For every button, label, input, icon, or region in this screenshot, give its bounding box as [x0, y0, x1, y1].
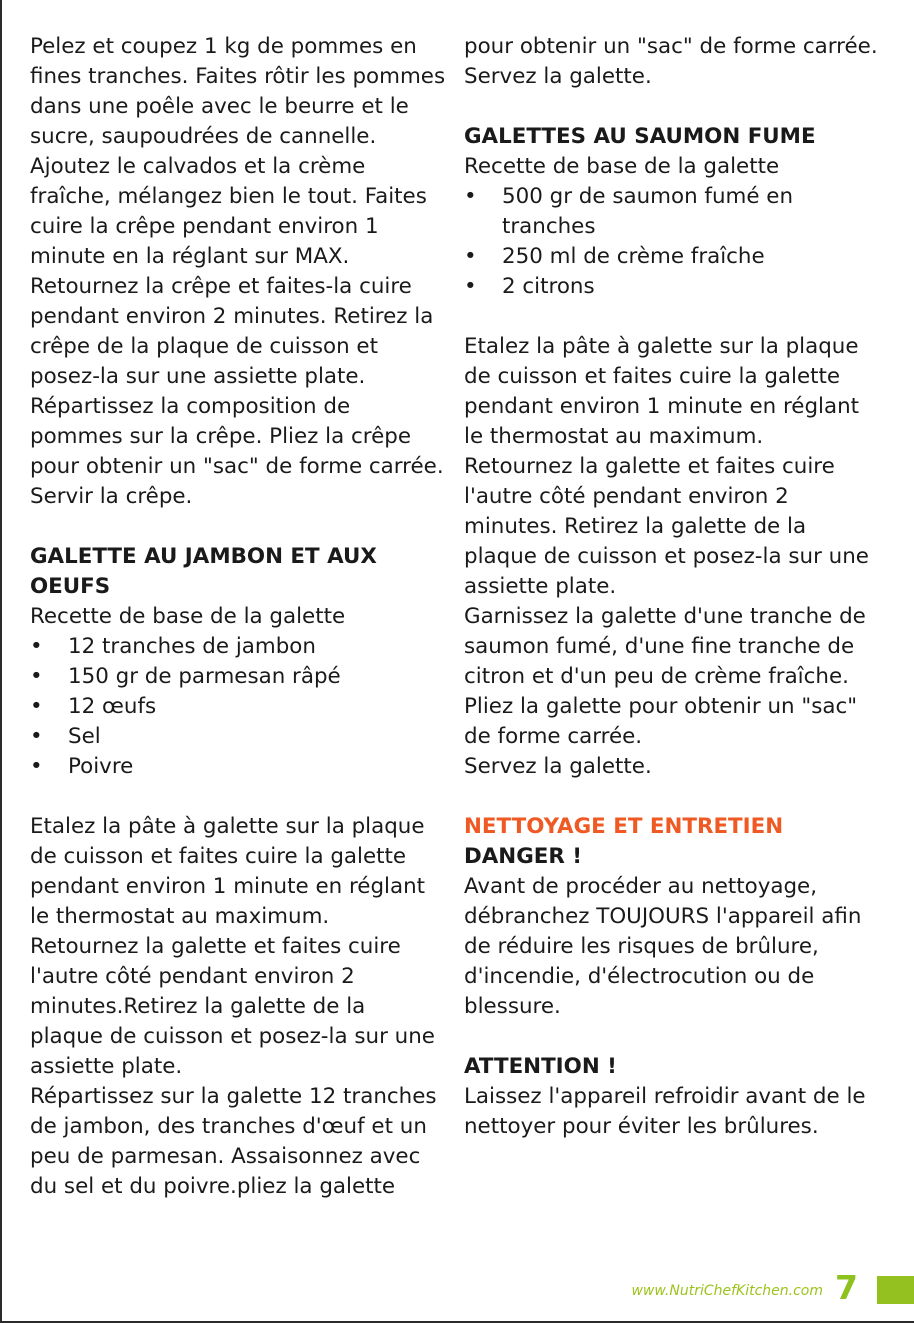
spacer	[30, 782, 450, 812]
text-line: Retournez la galette et faites cuire	[30, 934, 401, 959]
text-line: posez-la sur une assiette plate.	[30, 364, 366, 389]
left-column	[30, 32, 450, 1202]
text-line: du sel et du poivre.pliez la galette	[30, 1174, 396, 1199]
bullet-icon: •	[464, 274, 477, 299]
text-line: Avant de procéder au nettoyage,	[464, 874, 818, 899]
ham-base-recipe: Recette de base de la galette	[30, 604, 346, 629]
salmon-base-recipe: Recette de base de la galette	[464, 154, 780, 179]
text-line: Retournez la crêpe et faites-la cuire	[30, 274, 412, 299]
list-item: • Poivre	[30, 752, 450, 782]
text-line: fines tranches. Faites rôtir les pommes	[30, 64, 446, 89]
list-item: • 12 œufs	[30, 692, 450, 722]
text-line: sucre, saupoudrées de cannelle.	[30, 124, 377, 149]
spacer	[30, 512, 450, 542]
text-line: Pliez la galette pour obtenir un "sac"	[464, 694, 858, 719]
text-line: blessure.	[464, 994, 561, 1019]
text-line: assiette plate.	[30, 1054, 183, 1079]
bullet-icon: •	[30, 724, 43, 749]
text-line: l'autre côté pendant environ 2	[30, 964, 355, 989]
text-line: Etalez la pâte à galette sur la plaque	[464, 334, 859, 359]
cleaning-section-heading: NETTOYAGE ET ENTRETIEN	[464, 814, 784, 839]
text-line: plaque de cuisson et posez-la sur une	[464, 544, 869, 569]
text-line: pour obtenir un "sac" de forme carrée.	[464, 34, 878, 59]
text-line: pendant environ 1 minute en réglant	[464, 394, 860, 419]
salmon-recipe-heading: GALETTES AU SAUMON FUME	[464, 124, 816, 149]
danger-heading: DANGER !	[464, 844, 583, 869]
text-line: de réduire les risques de brûlure,	[464, 934, 819, 959]
text-line: le thermostat au maximum.	[30, 904, 330, 929]
text-line: minutes.Retirez la galette de la	[30, 994, 366, 1019]
text-line: pour obtenir un "sac" de forme carrée.	[30, 454, 444, 479]
list-item: • 2 citrons	[464, 272, 904, 302]
text-line: Garnissez la galette d'une tranche de	[464, 604, 866, 629]
text-line: pommes sur la crêpe. Pliez la crêpe	[30, 424, 411, 449]
text-line: dans une poêle avec le beurre et le	[30, 94, 409, 119]
ham-recipe-heading: GALETTE AU JAMBON ET AUX	[30, 544, 377, 569]
text-line: Pelez et coupez 1 kg de pommes en	[30, 34, 417, 59]
text-line: de jambon, des tranches d'œuf et un	[30, 1114, 427, 1139]
salmon-ingredient-list	[464, 182, 904, 302]
page-border-left	[0, 0, 2, 1323]
attention-warning-text	[464, 1082, 904, 1142]
list-item: • 500 gr de saumon fumé en	[464, 182, 904, 212]
text-line: de cuisson et faites cuire la galette	[30, 844, 407, 869]
list-item: • Sel	[30, 722, 450, 752]
ham-ingredient-list	[30, 632, 450, 782]
page-number: 7	[835, 1268, 858, 1307]
spacer	[464, 302, 904, 332]
list-item: • 250 ml de crème fraîche	[464, 242, 904, 272]
ham-recipe-steps	[30, 812, 450, 1202]
danger-warning-text	[464, 872, 904, 1022]
footer-website-link[interactable]: www.NutriChefKitchen.com	[631, 1283, 823, 1299]
page-tab-marker	[877, 1276, 914, 1304]
bullet-icon: •	[30, 634, 43, 659]
text-line: Servez la galette.	[464, 64, 652, 89]
text-line: pendant environ 1 minute en réglant	[30, 874, 426, 899]
bullet-icon: •	[30, 694, 43, 719]
list-item: • 150 gr de parmesan râpé	[30, 662, 450, 692]
text-line: Laissez l'appareil refroidir avant de le	[464, 1084, 866, 1109]
text-line: Répartissez la composition de	[30, 394, 351, 419]
text-line: Ajoutez le calvados et la crème	[30, 154, 366, 179]
spacer	[464, 92, 904, 122]
spacer	[464, 1022, 904, 1052]
text-line: pendant environ 2 minutes. Retirez la	[30, 304, 434, 329]
text-line: crêpe de la plaque de cuisson et	[30, 334, 378, 359]
text-line: Retournez la galette et faites cuire	[464, 454, 835, 479]
text-line: cuire la crêpe pendant environ 1	[30, 214, 379, 239]
text-line: minutes. Retirez la galette de la	[464, 514, 807, 539]
text-line: citron et d'un peu de crème fraîche.	[464, 664, 849, 689]
list-item: • 12 tranches de jambon	[30, 632, 450, 662]
text-line: Servir la crêpe.	[30, 484, 193, 509]
bullet-icon: •	[30, 754, 43, 779]
text-line: plaque de cuisson et posez-la sur une	[30, 1024, 435, 1049]
text-line: assiette plate.	[464, 574, 617, 599]
text-line: fraîche, mélangez bien le tout. Faites	[30, 184, 427, 209]
text-line: Répartissez sur la galette 12 tranches	[30, 1084, 437, 1109]
text-line: saumon fumé, d'une fine tranche de	[464, 634, 855, 659]
text-line: nettoyer pour éviter les brûlures.	[464, 1114, 819, 1139]
bullet-icon: •	[464, 244, 477, 269]
spacer	[464, 782, 904, 812]
right-column	[464, 32, 904, 1142]
text-line: Etalez la pâte à galette sur la plaque	[30, 814, 425, 839]
text-line: de cuisson et faites cuire la galette	[464, 364, 841, 389]
text-line: de forme carrée.	[464, 724, 643, 749]
text-line: peu de parmesan. Assaisonnez avec	[30, 1144, 421, 1169]
apple-crepe-instructions	[30, 32, 450, 512]
text-line: Servez la galette.	[464, 754, 652, 779]
bullet-icon: •	[464, 184, 477, 209]
text-line: débranchez TOUJOURS l'appareil afin	[464, 904, 862, 929]
text-line: d'incendie, d'électrocution ou de	[464, 964, 815, 989]
list-item-cont: tranches	[502, 214, 596, 239]
text-line: l'autre côté pendant environ 2	[464, 484, 789, 509]
attention-heading: ATTENTION !	[464, 1054, 617, 1079]
text-line: minute en la réglant sur MAX.	[30, 244, 350, 269]
text-line: le thermostat au maximum.	[464, 424, 764, 449]
salmon-recipe-steps	[464, 332, 904, 782]
bullet-icon: •	[30, 664, 43, 689]
ham-recipe-heading-cont: OEUFS	[30, 574, 111, 599]
